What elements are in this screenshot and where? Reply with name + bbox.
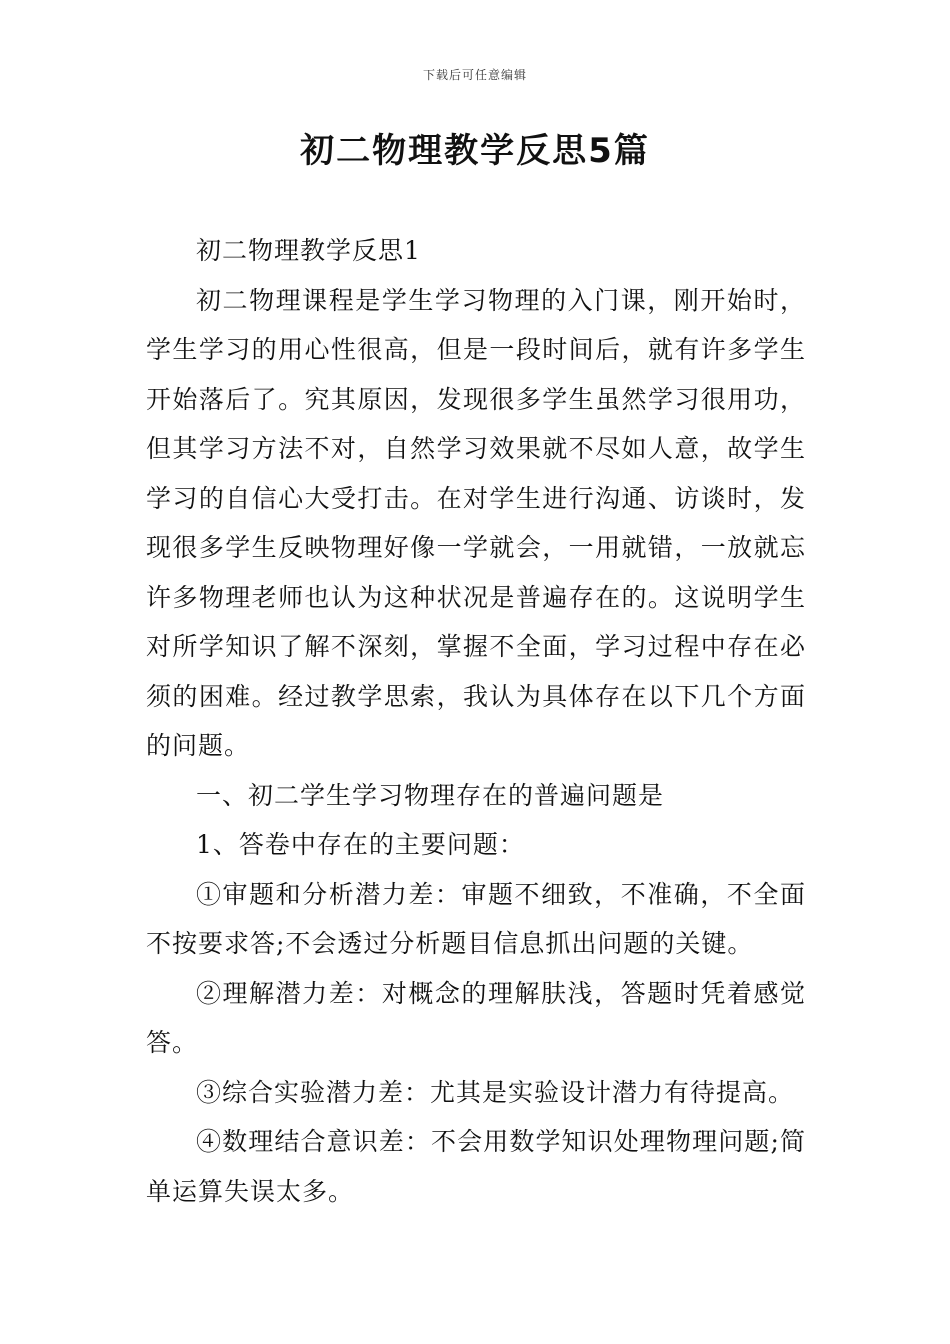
list-item: ③综合实验潜力差：尤其是实验设计潜力有待提高。 xyxy=(196,1077,795,1107)
list-item: ①审题和分析潜力差：审题不细致，不准确，不全面不按要求答;不会透过分析题目信息抓出问题的关键。 xyxy=(146,879,806,958)
subsection-heading: 一、初二学生学习物理存在的普遍问题是 xyxy=(196,780,665,810)
section-heading: 初二物理教学反思1 xyxy=(196,236,421,265)
intro-paragraph: 初二物理课程是学生学习物理的入门课，刚开始时，学生学习的用心性很高，但是一段时间后，就有许多学生开始落后了。究其原因，发现很多学生虽然学习很用功，但其学习方法不对，自然学习效果就不尽如人意，故学生学习的自信心大受打击。在对学生进行沟通、访谈时，发现很多学生反映物理好像一学就会，一用就错，一放就忘许多物理老师也认为这种状况是普遍存在的。这说明学生对所学知识了解不深刻，掌握不全面，学习过程中存在必须的困难。经过教学思索，我认为具体存在以下几个方面的问题。 xyxy=(146,285,806,760)
list-heading: 1、答卷中存在的主要问题： xyxy=(196,830,525,859)
list-item: ②理解潜力差：对概念的理解肤浅，答题时凭着感觉答。 xyxy=(146,978,806,1057)
document-body xyxy=(146,226,806,1216)
list-item: ④数理结合意识差：不会用数学知识处理物理问题;简单运算失误太多。 xyxy=(146,1127,806,1206)
document-title: 初二物理教学反思5篇 xyxy=(300,131,650,171)
header-note: 下载后可任意编辑 xyxy=(422,68,527,82)
